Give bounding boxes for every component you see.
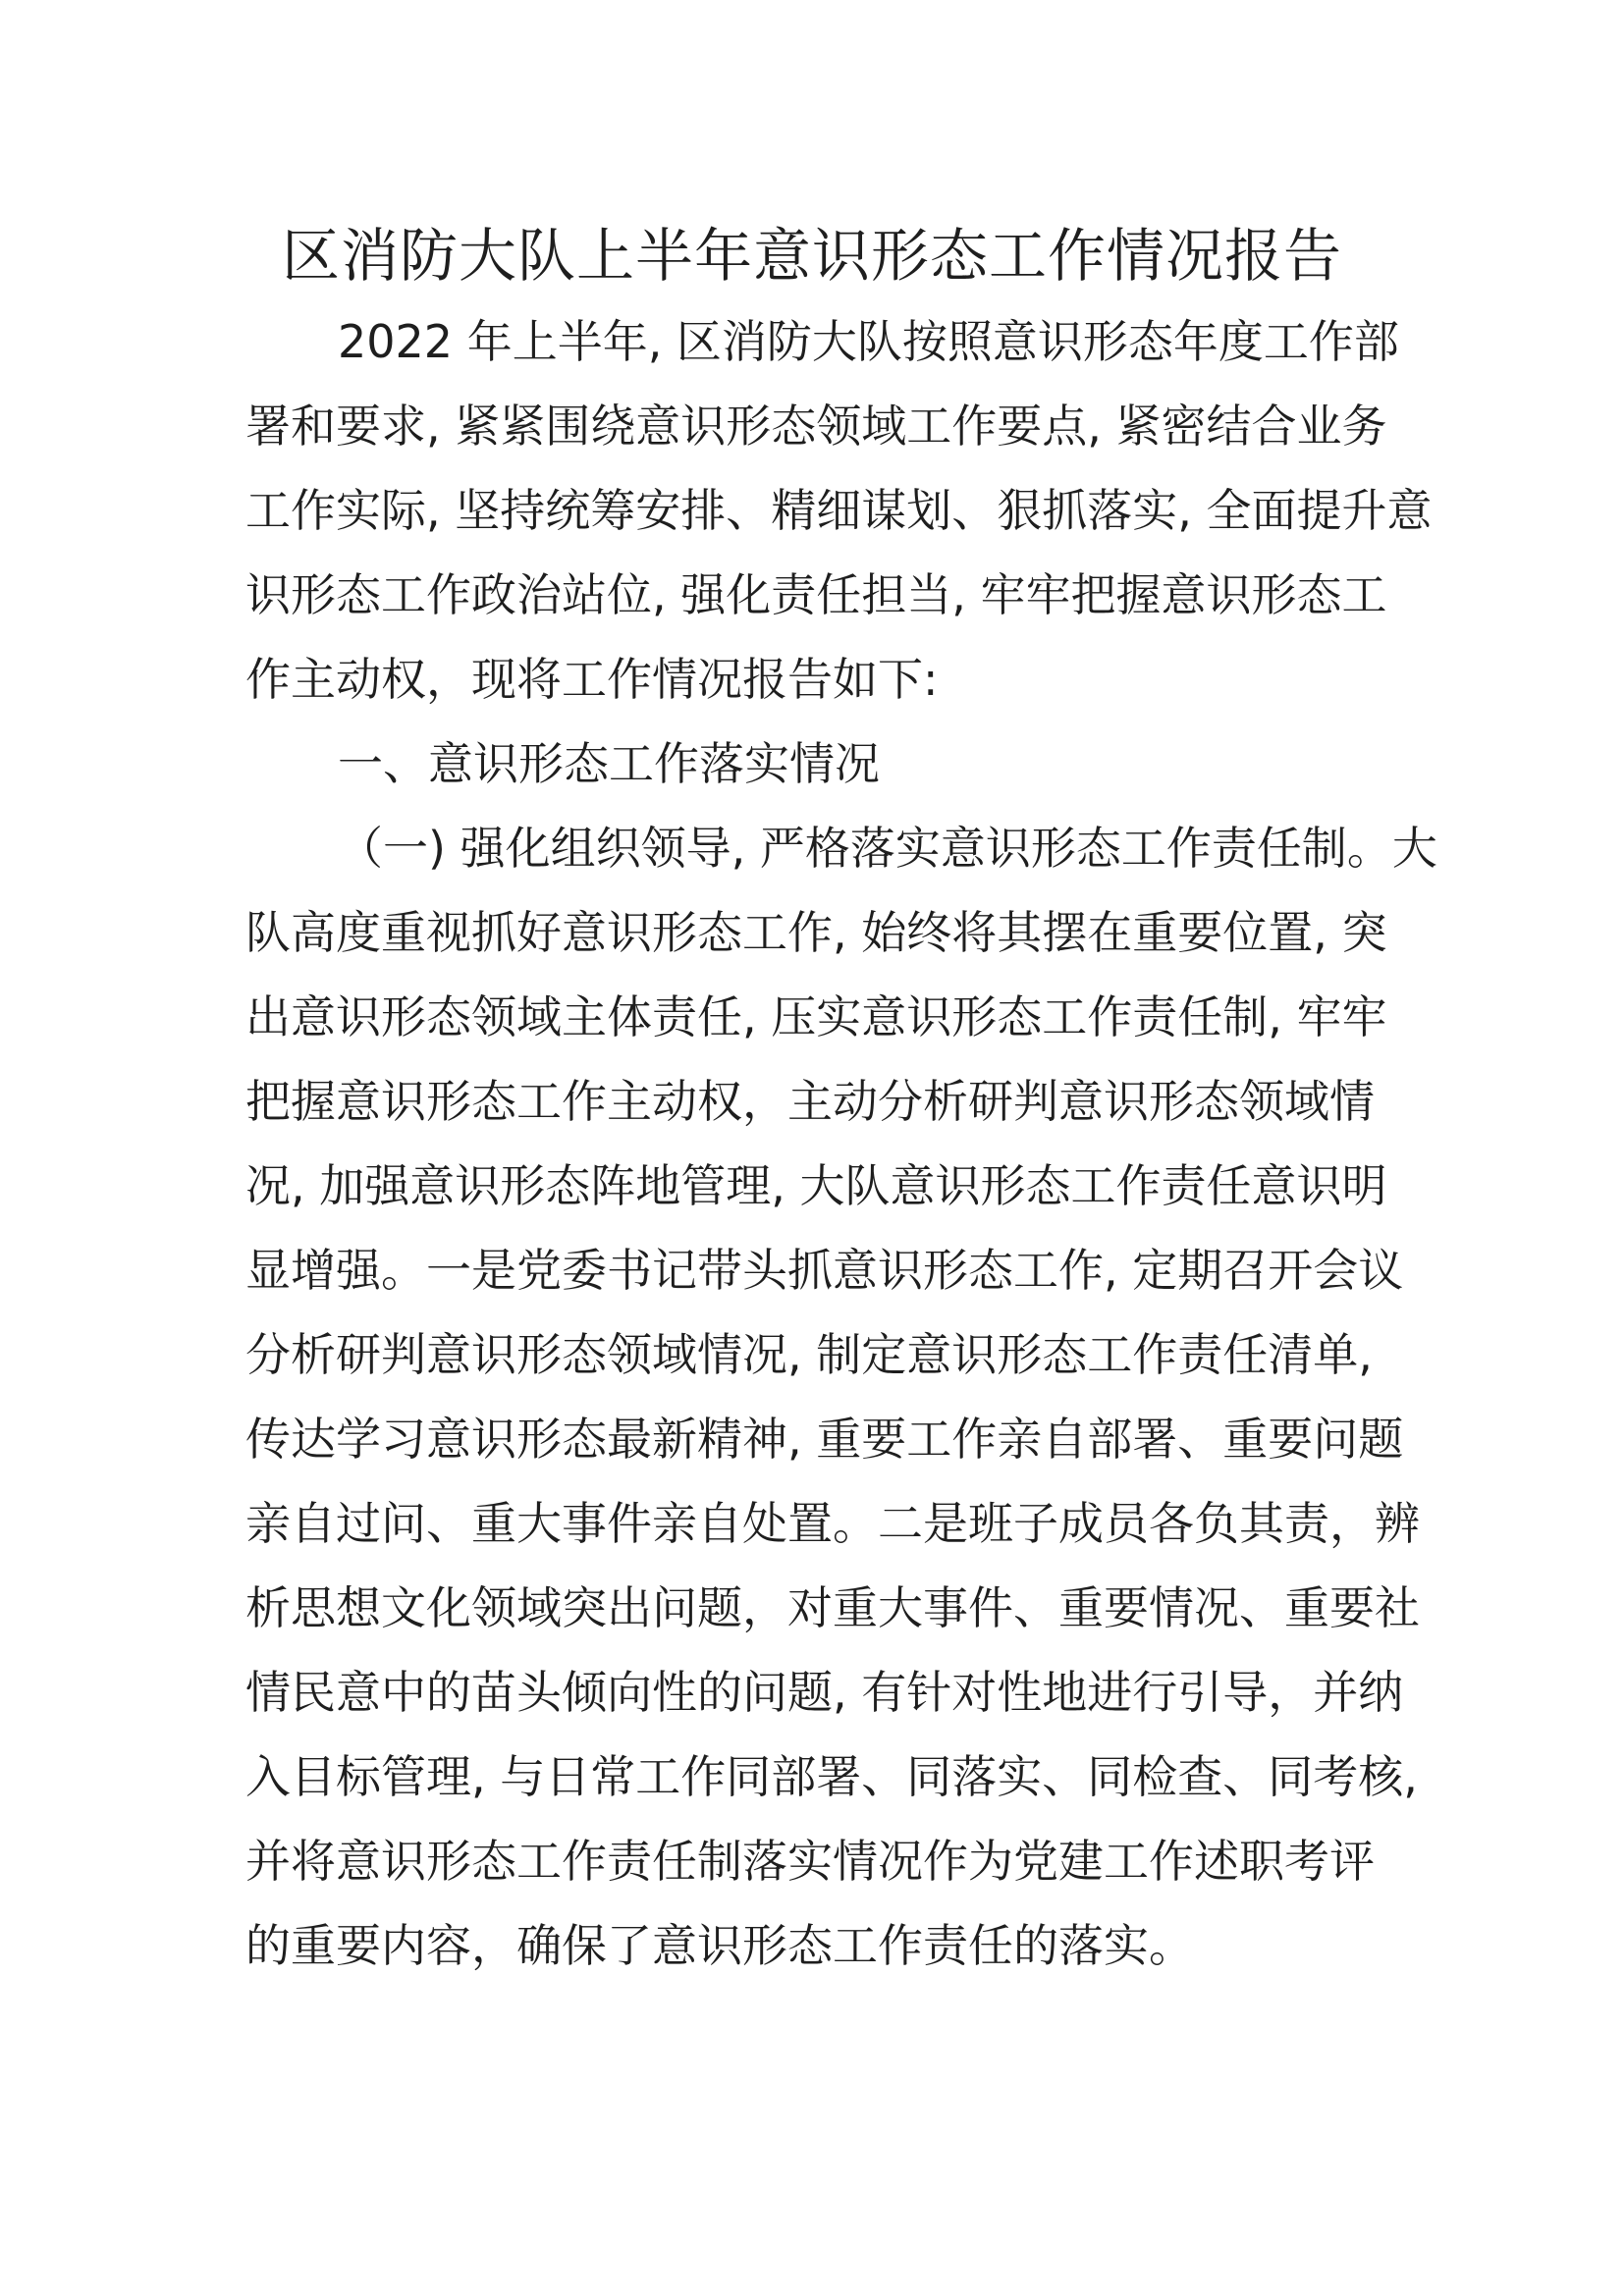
- subsection-line-3: 出意识形态领域主体责任, 压实意识形态工作责任制, 牢牢: [245, 990, 1387, 1043]
- paragraph-intro-line-2: 署和要求, 紧紧围绕意识形态领域工作要点, 紧密结合业务: [245, 400, 1387, 453]
- subsection-line-8: 传达学习意识形态最新精神, 重要工作亲自部署、重要问题: [245, 1413, 1404, 1466]
- subsection-line-13: 并将意识形态工作责任制落实情况作为党建工作述职考评: [245, 1835, 1375, 1888]
- paragraph-intro-line-1: 2022 年上半年, 区消防大队按照意识形态年度工作部: [338, 315, 1399, 368]
- subsection-line-12: 入目标管理, 与日常工作同部署、同落实、同检查、同考核,: [245, 1750, 1418, 1803]
- document-title: 区消防大队上半年意识形态工作情况报告: [281, 222, 1342, 290]
- subsection-line-6: 显增强。一是党委书记带头抓意识形态工作, 定期召开会议: [245, 1244, 1404, 1297]
- subsection-line-14: 的重要内容，确保了意识形态工作责任的落实。: [245, 1919, 1194, 1972]
- subsection-line-9: 亲自过问、重大事件亲自处置。二是班子成员各负其责，辨: [245, 1497, 1420, 1550]
- subsection-line-1: （一) 强化组织领导, 严格落实意识形态工作责任制。大: [338, 822, 1437, 875]
- subsection-line-7: 分析研判意识形态领域情况, 制定意识形态工作责任清单,: [245, 1328, 1373, 1381]
- subsection-line-11: 情民意中的苗头倾向性的问题, 有针对性地进行引导，并纳: [245, 1666, 1404, 1719]
- section-heading: 一、意识形态工作落实情况: [338, 737, 880, 790]
- paragraph-intro-line-4: 识形态工作政治站位, 强化责任担当, 牢牢把握意识形态工: [245, 568, 1387, 621]
- subsection-line-2: 队高度重视抓好意识形态工作, 始终将其摆在重要位置, 突: [245, 906, 1387, 959]
- paragraph-intro-line-5: 作主动权，现将工作情况报告如下:: [245, 653, 939, 706]
- subsection-line-4: 把握意识形态工作主动权，主动分析研判意识形态领域情: [245, 1075, 1375, 1128]
- paragraph-intro-line-3: 工作实际, 坚持统筹安排、精细谋划、狠抓落实, 全面提升意: [245, 484, 1433, 537]
- subsection-line-5: 况, 加强意识形态阵地管理, 大队意识形态工作责任意识明: [245, 1159, 1387, 1212]
- subsection-line-10: 析思想文化领域突出问题，对重大事件、重要情况、重要社: [245, 1581, 1420, 1634]
